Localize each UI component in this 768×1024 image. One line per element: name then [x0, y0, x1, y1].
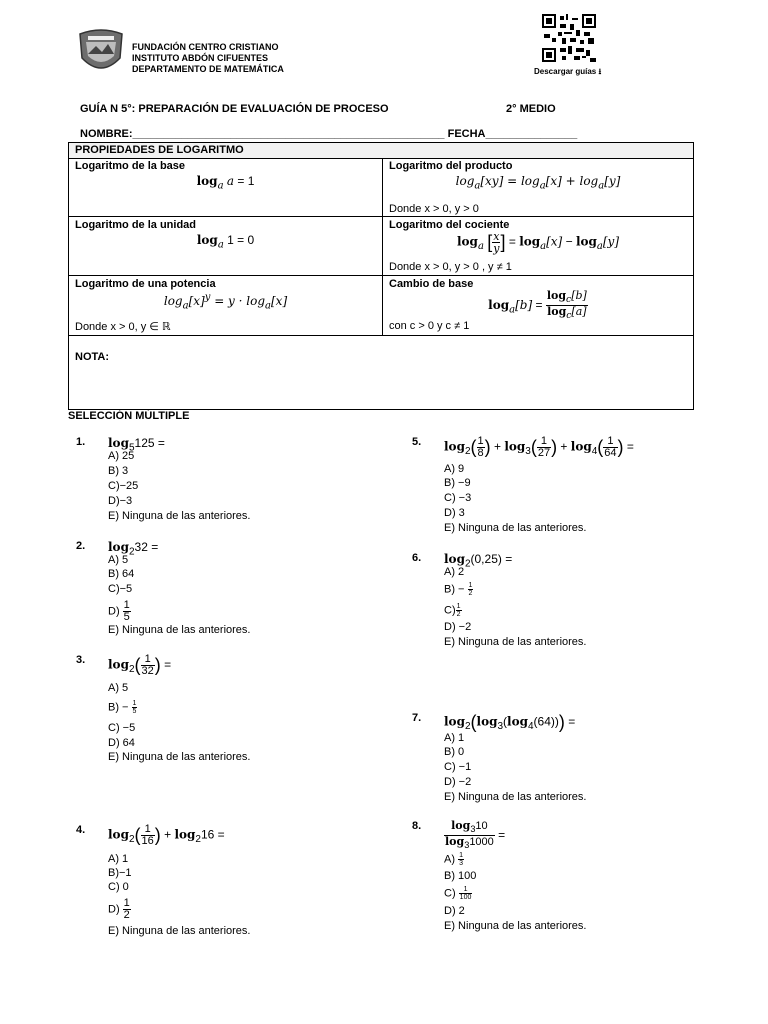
- option[interactable]: C) −3: [444, 492, 472, 504]
- option[interactable]: B) − $\frac{1}{2}$: [444, 582, 473, 597]
- option[interactable]: D) 2: [444, 905, 465, 917]
- option[interactable]: C) $\frac{1}{100}$: [444, 886, 472, 901]
- option[interactable]: B) 0: [444, 746, 465, 758]
- option[interactable]: A) 5: [108, 682, 129, 694]
- question-number: 6.: [412, 552, 422, 564]
- property-formula: $\log_a a = 1$: [196, 174, 255, 192]
- option[interactable]: B) − $\frac{1}{5}$: [108, 700, 137, 715]
- property-title: Logaritmo de una potencia: [75, 278, 216, 290]
- option[interactable]: D) −2: [444, 621, 472, 633]
- nota-label: NOTA:: [75, 351, 110, 363]
- property-formula: $\log_a[x]^y = y \cdot \log_a[x]$: [163, 292, 288, 312]
- property-cell: [383, 158, 693, 217]
- properties-table: [68, 142, 694, 410]
- option[interactable]: A) 2: [444, 566, 465, 578]
- school-line: DEPARTAMENTO DE MATEMÁTICA: [132, 64, 284, 74]
- question-stem: $\log_2$( $\frac{1}{32}$ ) =: [108, 653, 172, 677]
- question-stem: $\log_2$( $\frac{1}{16}$ ) + $\log_216$ =: [108, 823, 225, 847]
- option[interactable]: E) Ninguna de las anteriores.: [108, 624, 251, 636]
- option[interactable]: E) Ninguna de las anteriores.: [108, 751, 251, 763]
- property-cell: [69, 276, 383, 336]
- question-number: 1.: [76, 436, 86, 448]
- option[interactable]: D) 3: [444, 507, 465, 519]
- properties-heading-row: [69, 143, 693, 159]
- school-name-block: [132, 42, 284, 75]
- property-note: Donde x > 0, y > 0 , y ≠ 1: [389, 261, 512, 273]
- option[interactable]: A) 25: [108, 450, 135, 462]
- question-number: 3.: [76, 654, 86, 666]
- option[interactable]: E) Ninguna de las anteriores.: [108, 510, 251, 522]
- option[interactable]: D) $\frac{1}{5}$: [108, 599, 130, 623]
- option[interactable]: D)−3: [108, 495, 133, 507]
- question-stem: $\log_232$ =: [108, 540, 159, 558]
- question-number: 4.: [76, 824, 86, 836]
- property-cell: [383, 276, 693, 336]
- question-number: 5.: [412, 436, 422, 448]
- option[interactable]: C) 0: [108, 881, 129, 893]
- option[interactable]: E) Ninguna de las anteriores.: [444, 636, 587, 648]
- school-line: INSTITUTO ABDÓN CIFUENTES: [132, 53, 269, 63]
- option[interactable]: C) $\frac{1}{2}$: [444, 603, 461, 618]
- option[interactable]: B) −9: [444, 477, 471, 489]
- question-stem: $\log_5125$ =: [108, 436, 165, 454]
- option[interactable]: E) Ninguna de las anteriores.: [444, 920, 587, 932]
- question-number: 7.: [412, 712, 422, 724]
- name-date-line: NOMBRE:___________________________________________________ FECHA_______________: [80, 128, 578, 140]
- question-number: 2.: [76, 540, 86, 552]
- property-formula: $\log_a$ [ $\frac{x}{y}$ ] = $\log_a[x] - \log_a[y]$: [456, 230, 620, 255]
- property-formula: $\log_a[xy] = \log_a[x] + \log_a[y]$: [455, 174, 621, 192]
- option[interactable]: C) −1: [444, 761, 472, 773]
- option[interactable]: B) 3: [108, 465, 129, 477]
- option[interactable]: C)−5: [108, 583, 133, 595]
- section-title: SELECCIÓN MÚLTIPLE: [68, 410, 190, 422]
- option[interactable]: A) 1: [108, 853, 129, 865]
- property-note: con c > 0 y c ≠ 1: [389, 320, 470, 332]
- option[interactable]: E) Ninguna de las anteriores.: [444, 522, 587, 534]
- option[interactable]: A) 9: [444, 463, 465, 475]
- option[interactable]: D) −2: [444, 776, 472, 788]
- question-stem: $\frac{\log_310}{\log_31000}$ =: [445, 819, 506, 851]
- question-stem: $\log_2$( $\frac{1}{8}$ ) + $\log_3$( $\frac{1}{27}$ ) + $\log_4$( $\frac{1}{64}$ ) =: [444, 435, 634, 459]
- property-cell: [69, 158, 383, 217]
- option[interactable]: D) $\frac{1}{2}$: [108, 897, 130, 921]
- grade-level: 2° MEDIO: [506, 103, 556, 115]
- question-stem: $\log_2(0,25)$ =: [444, 552, 513, 570]
- guide-title: GUÍA N 5°: PREPARACIÓN DE EVALUACIÓN DE PROCESO: [80, 103, 389, 115]
- option[interactable]: B) 64: [108, 568, 135, 580]
- option[interactable]: A) 1: [444, 732, 465, 744]
- option[interactable]: A) 5: [108, 554, 129, 566]
- option[interactable]: E) Ninguna de las anteriores.: [108, 925, 251, 937]
- property-title: Logaritmo de la unidad: [75, 219, 197, 231]
- option[interactable]: E) Ninguna de las anteriores.: [444, 791, 587, 803]
- property-cell: [69, 217, 383, 276]
- property-formula: $\log_a[b]$ = $\frac{\log_c[b]}{\log_c[a]}$: [488, 289, 587, 322]
- property-title: Logaritmo de la base: [75, 160, 186, 172]
- property-title: Logaritmo del cociente: [389, 219, 510, 231]
- property-note: Donde x > 0, y ∈ ℝ: [75, 321, 171, 333]
- qr-code-icon[interactable]: [542, 14, 596, 62]
- property-formula: $\log_a 1 = 0$: [196, 233, 255, 251]
- property-title: Logaritmo del producto: [389, 160, 513, 172]
- property-cell: [383, 217, 693, 276]
- property-note: Donde x > 0, y > 0: [389, 203, 479, 215]
- properties-heading: PROPIEDADES DE LOGARITMO: [75, 144, 244, 156]
- option[interactable]: A) $\frac{1}{3}$: [444, 852, 463, 867]
- option[interactable]: B) 100: [444, 870, 477, 882]
- option[interactable]: D) 64: [108, 737, 135, 749]
- property-title: Cambio de base: [389, 278, 474, 290]
- download-guides-link[interactable]: Descargar guías ⭳: [534, 67, 602, 76]
- option[interactable]: B)−1: [108, 867, 132, 879]
- school-line: FUNDACIÓN CENTRO CRISTIANO: [132, 42, 279, 52]
- question-stem: $\log_2(\log_3(\log_4(64)))$ =: [444, 712, 576, 733]
- option[interactable]: C) −5: [108, 722, 136, 734]
- question-number: 8.: [412, 820, 422, 832]
- option[interactable]: C)−25: [108, 480, 139, 492]
- school-shield-logo: [76, 28, 126, 78]
